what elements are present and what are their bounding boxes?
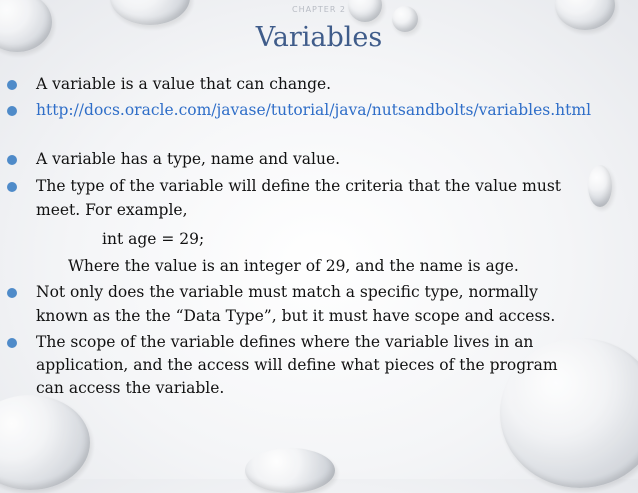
bullet-text: The scope of the variable defines where the variable lives in an (36, 333, 534, 351)
bullet-text: known as the the “Data Type”, but it must have scope and access. (36, 307, 556, 325)
bullet-dot-icon (7, 106, 17, 116)
slide-supertitle: CHAPTER 2 (291, 5, 347, 14)
bullet-text: A variable is a value that can change. (36, 75, 332, 93)
bullet-text: The type of the variable will define the criteria that the value must (36, 177, 562, 195)
bullet-dot-icon (7, 288, 17, 298)
bullet-dot-icon (7, 155, 17, 165)
slide-title: Variables (255, 22, 383, 53)
oracle-variables-link[interactable]: http://docs.oracle.com/javase/tutorial/java/nutsandbolts/variables.html (36, 101, 592, 119)
bullet-dot-icon (7, 80, 17, 90)
bullet-dot-icon (7, 338, 17, 348)
bullet-text: Where the value is an integer of 29, and the name is age. (68, 257, 519, 275)
bullet-text: meet. For example, (36, 201, 188, 219)
bullet-text: Not only does the variable must match a specific type, normally (36, 283, 538, 301)
bullet-text: application, and the access will define what pieces of the program (36, 356, 558, 374)
bullet-text: A variable has a type, name and value. (36, 150, 341, 168)
bullet-dot-icon (7, 182, 17, 192)
bullet-text: can access the variable. (36, 379, 225, 397)
code-example-text: int age = 29; (102, 230, 205, 248)
